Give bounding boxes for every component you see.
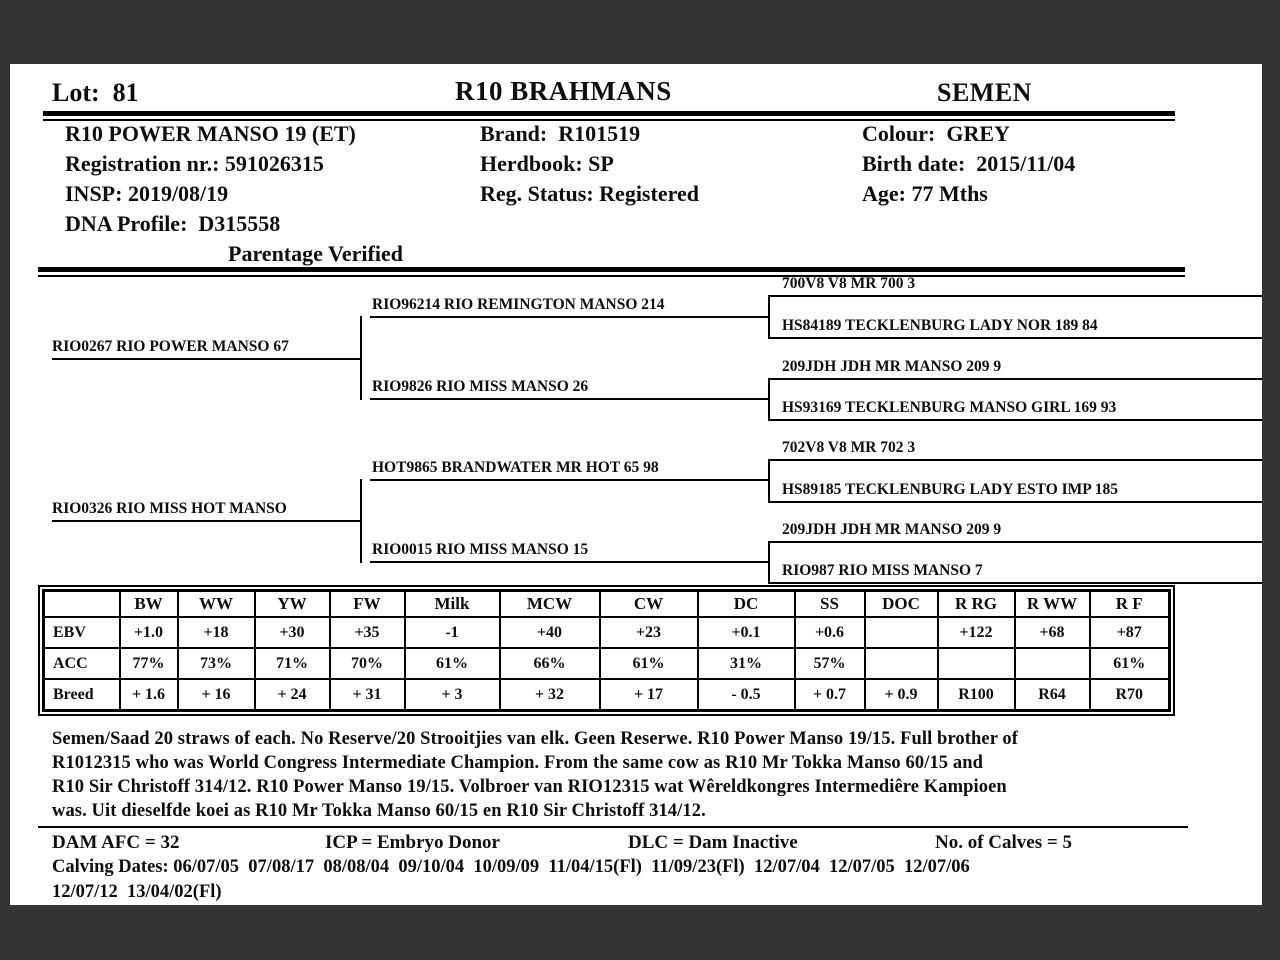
ebv-header-row [44,591,1170,618]
calving-dates-line-1: Calving Dates: 06/07/05 07/08/17 08/08/04 09/10/04 10/09/09 11/04/15(Fl) 11/09/23(Fl) 12/07/04 12/07/05 12/07/06 [52,857,970,877]
pedigree-line [52,358,362,360]
pedigree-dam: RIO0326 RIO MISS HOT MANSO [52,500,287,517]
ebv-col-header: DOC [865,591,938,618]
ebv-cell: +30 [255,617,330,648]
breed-row [44,679,1170,711]
calving-dates-line-2: 12/07/12 13/04/02(Fl) [52,882,222,902]
ebv-col-header: YW [255,591,330,618]
pedigree-ggparent-7: 209JDH JDH MR MANSO 209 9 [782,521,1002,538]
ebv-col-header [44,591,120,618]
reg-status: Reg. Status: Registered [480,181,699,206]
ebv-col-header: R RG [938,591,1015,618]
age: Age: 77 Mths [862,181,988,206]
ebv-cell [865,648,938,679]
dam-calves-count: No. of Calves = 5 [935,832,1072,853]
ebv-col-header: DC [698,591,795,618]
ebv-cell: +23 [600,617,698,648]
ebv-cell: 57% [795,648,865,679]
lot-number: Lot: 81 [52,78,139,107]
description-line: R1012315 who was World Congress Intermediate Champion. From the same cow as R10 Mr Tokka Manso 60/15 and [52,753,983,773]
colour: Colour: GREY [862,121,1010,146]
animal-name: R10 POWER MANSO 19 (ET) [65,121,356,146]
ebv-col-header: Milk [405,591,500,618]
ebv-cell: +0.6 [795,617,865,648]
pedigree-ggparent-5: 702V8 V8 MR 702 3 [782,439,916,456]
ebv-cell: +0.1 [698,617,795,648]
pedigree-line [370,479,770,481]
ebv-cell: - 0.5 [698,679,795,711]
details-rule-thin [38,275,1185,277]
ebv-cell: + 16 [178,679,255,711]
ebv-col-header: FW [330,591,405,618]
pedigree-connector-line [768,459,770,503]
ebv-col-header: R F [1090,591,1170,618]
birth-date: Birth date: 2015/11/04 [862,151,1076,176]
ebv-col-header: MCW [500,591,600,618]
pedigree-line [770,378,1262,380]
ebv-cell: +68 [1015,617,1090,648]
ebv-cell: 61% [600,648,698,679]
pedigree-connector-line [360,316,362,400]
ebv-cell: + 0.7 [795,679,865,711]
pedigree-connector-line [360,479,362,563]
pedigree-line [370,398,770,400]
ebv-row-label: EBV [44,617,120,648]
ebv-cell: +87 [1090,617,1170,648]
herdbook: Herdbook: SP [480,151,614,176]
ebv-cell: +18 [178,617,255,648]
ebv-cell [1015,648,1090,679]
ebv-table [38,585,1175,716]
brand: Brand: R101519 [480,121,641,146]
ebv-cell [865,617,938,648]
ebv-row-label: Breed [44,679,120,711]
pedigree-line [370,316,770,318]
dna-profile: DNA Profile: D315558 [65,211,281,236]
sale-category: SEMEN [937,78,1032,107]
dam-afc: DAM AFC = 32 [52,832,180,853]
pedigree-line [770,337,1262,339]
ebv-cell: R100 [938,679,1015,711]
pedigree-sire-dam: RIO9826 RIO MISS MANSO 26 [372,378,589,395]
pedigree-connector-line [768,378,770,421]
pedigree-connector-line [768,295,770,339]
ebv-cell: +40 [500,617,600,648]
pedigree-ggparent-8: RIO987 RIO MISS MANSO 7 [782,562,983,579]
pedigree-ggparent-6: HS89185 TECKLENBURG LADY ESTO IMP 185 [782,481,1119,498]
pedigree-connector-line [768,541,770,584]
ebv-cell: + 1.6 [120,679,178,711]
pedigree-line [370,561,770,563]
ebv-row-label: ACC [44,648,120,679]
acc-row [44,648,1170,679]
pedigree-sire-sire: RIO96214 RIO REMINGTON MANSO 214 [372,296,665,313]
ebv-cell: +35 [330,617,405,648]
pedigree-line [770,541,1262,543]
ebv-cell: 71% [255,648,330,679]
ebv-cell: +122 [938,617,1015,648]
description-line: R10 Sir Christoff 314/12. R10 Power Manso 19/15. Volbroer van RIO12315 wat Wêreldkongres Intermediêre Kampioen [52,777,1007,797]
pedigree-dam-sire: HOT9865 BRANDWATER MR HOT 65 98 [372,459,659,476]
description-rule [38,826,1188,828]
ebv-cell: 31% [698,648,795,679]
ebv-cell: R70 [1090,679,1170,711]
ebv-cell: + 0.9 [865,679,938,711]
ebv-cell: + 32 [500,679,600,711]
ebv-cell: 77% [120,648,178,679]
ebv-cell: R64 [1015,679,1090,711]
dam-icp: ICP = Embryo Donor [325,832,500,853]
page-title: R10 BRAHMANS [455,76,672,106]
pedigree-line [770,459,1262,461]
pedigree-line [770,419,1262,421]
pedigree-line [770,295,1262,297]
ebv-cell: 70% [330,648,405,679]
pedigree-ggparent-3: 209JDH JDH MR MANSO 209 9 [782,358,1002,375]
pedigree-ggparent-2: HS84189 TECKLENBURG LADY NOR 189 84 [782,317,1098,334]
parentage-verified: Parentage Verified [228,241,403,266]
ebv-cell: 61% [405,648,500,679]
ebv-col-header: CW [600,591,698,618]
ebv-cell: 61% [1090,648,1170,679]
pedigree-ggparent-1: 700V8 V8 MR 700 3 [782,275,916,292]
description-line: was. Uit dieselfde koei as R10 Mr Tokka Manso 60/15 en R10 Sir Christoff 314/12. [52,801,706,821]
ebv-col-header: R WW [1015,591,1090,618]
ebv-cell: + 17 [600,679,698,711]
pedigree-sire: RIO0267 RIO POWER MANSO 67 [52,338,289,355]
ebv-col-header: BW [120,591,178,618]
ebv-cell: +1.0 [120,617,178,648]
registration-number: Registration nr.: 591026315 [65,151,324,176]
ebv-col-header: WW [178,591,255,618]
ebv-col-header: SS [795,591,865,618]
description-line: Semen/Saad 20 straws of each. No Reserve/20 Strooitjies van elk. Geen Reserwe. R10 Power Manso 19/15. Full brother of [52,729,1019,749]
ebv-cell: 66% [500,648,600,679]
pedigree-line [770,582,1262,584]
ebv-cell: + 24 [255,679,330,711]
pedigree-ggparent-4: HS93169 TECKLENBURG MANSO GIRL 169 93 [782,399,1117,416]
ebv-cell: -1 [405,617,500,648]
header-rule-thick [43,111,1175,116]
inspection-date: INSP: 2019/08/19 [65,181,229,206]
ebv-cell: + 3 [405,679,500,711]
dam-dlc: DLC = Dam Inactive [628,832,798,853]
pedigree-line [52,520,362,522]
pedigree-dam-dam: RIO0015 RIO MISS MANSO 15 [372,541,589,558]
pedigree-line [770,501,1262,503]
ebv-cell: + 31 [330,679,405,711]
details-rule-thick [38,267,1185,272]
ebv-cell [938,648,1015,679]
ebv-row [44,617,1170,648]
ebv-cell: 73% [178,648,255,679]
catalog-page [10,64,1262,905]
